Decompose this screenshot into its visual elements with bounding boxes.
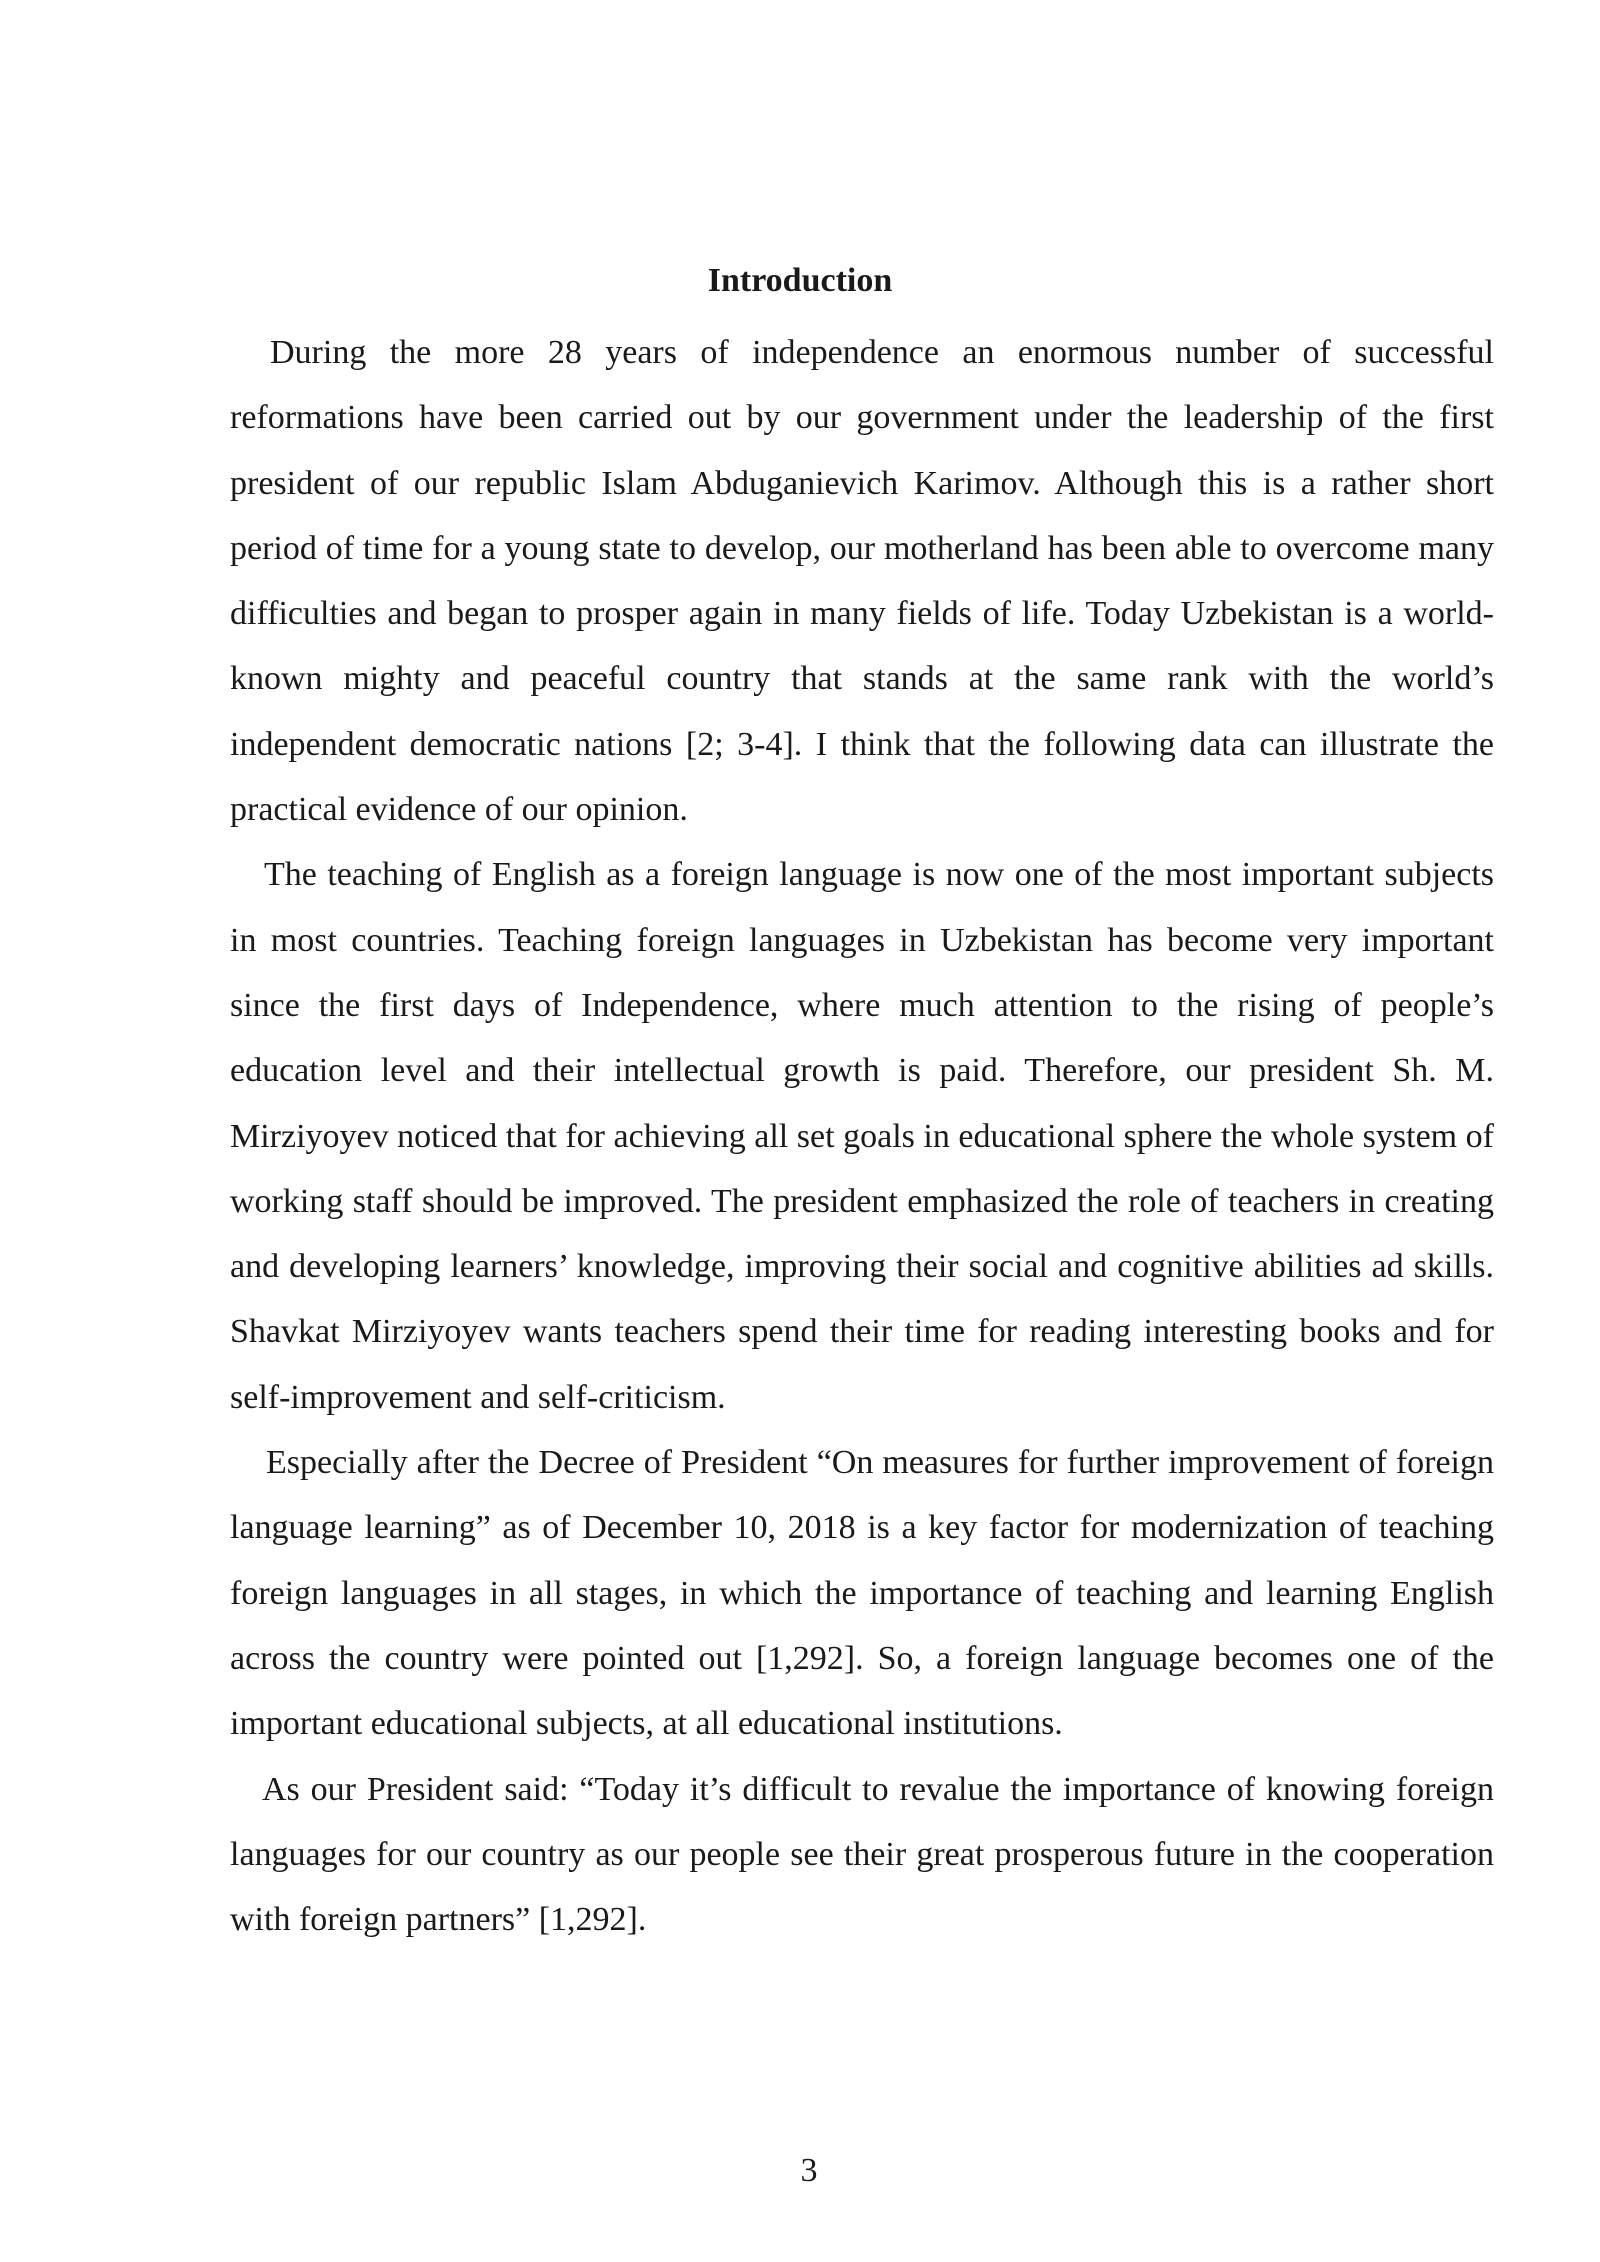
body-text <box>230 320 1494 1952</box>
page-number: 3 <box>800 2152 818 2189</box>
paragraph-2: The teaching of English as a foreign language is now one of the most important subjects in most countries. Teaching foreign languages in Uzbekistan has become very important since the first days of Independence, where much attention to the rising of people’s education level and their intellectual growth is paid. Therefore, our president Sh. M. Mirziyoyev noticed that for achieving all set goals in educational sphere the whole system of working staff should be improved. The president emphasized the role of teachers in creating and developing learners’ knowledge, improving their social and cognitive abilities ad skills. Shavkat Mirziyoyev wants teachers spend their time for reading interesting books and for self-improvement and self-criticism. <box>230 856 1494 1416</box>
paragraph-1: During the more 28 years of independence an enormous number of successful reformations have been carried out by our government under the leadership of the first president of our republic Islam Abduganievich Karimov. Although this is a rather short period of time for a young state to develop, our motherland has been able to overcome many difficulties and began to prosper again in many fields of life. Today Uzbekistan is a world-known mighty and peaceful country that stands at the same rank with the world’s independent democratic nations [2; 3-4]. I think that the following data can illustrate the practical evidence of our opinion. <box>230 334 1494 829</box>
paragraph-4: As our President said: “Today it’s difficult to revalue the importance of knowing foreign languages for our country as our people see their great prosperous future in the cooperation with foreign partners” [1,292]. <box>230 1770 1494 1939</box>
section-heading: Introduction <box>707 262 893 299</box>
paragraph-3: Especially after the Decree of President “On measures for further improvement of foreign language learning” as of December 10, 2018 is a key factor for modernization of teaching foreign languages in all stages, in which the importance of teaching and learning English across the country were pointed out [1,292]. So, a foreign language becomes one of the important educational subjects, at all educational institutions. <box>230 1444 1494 1743</box>
